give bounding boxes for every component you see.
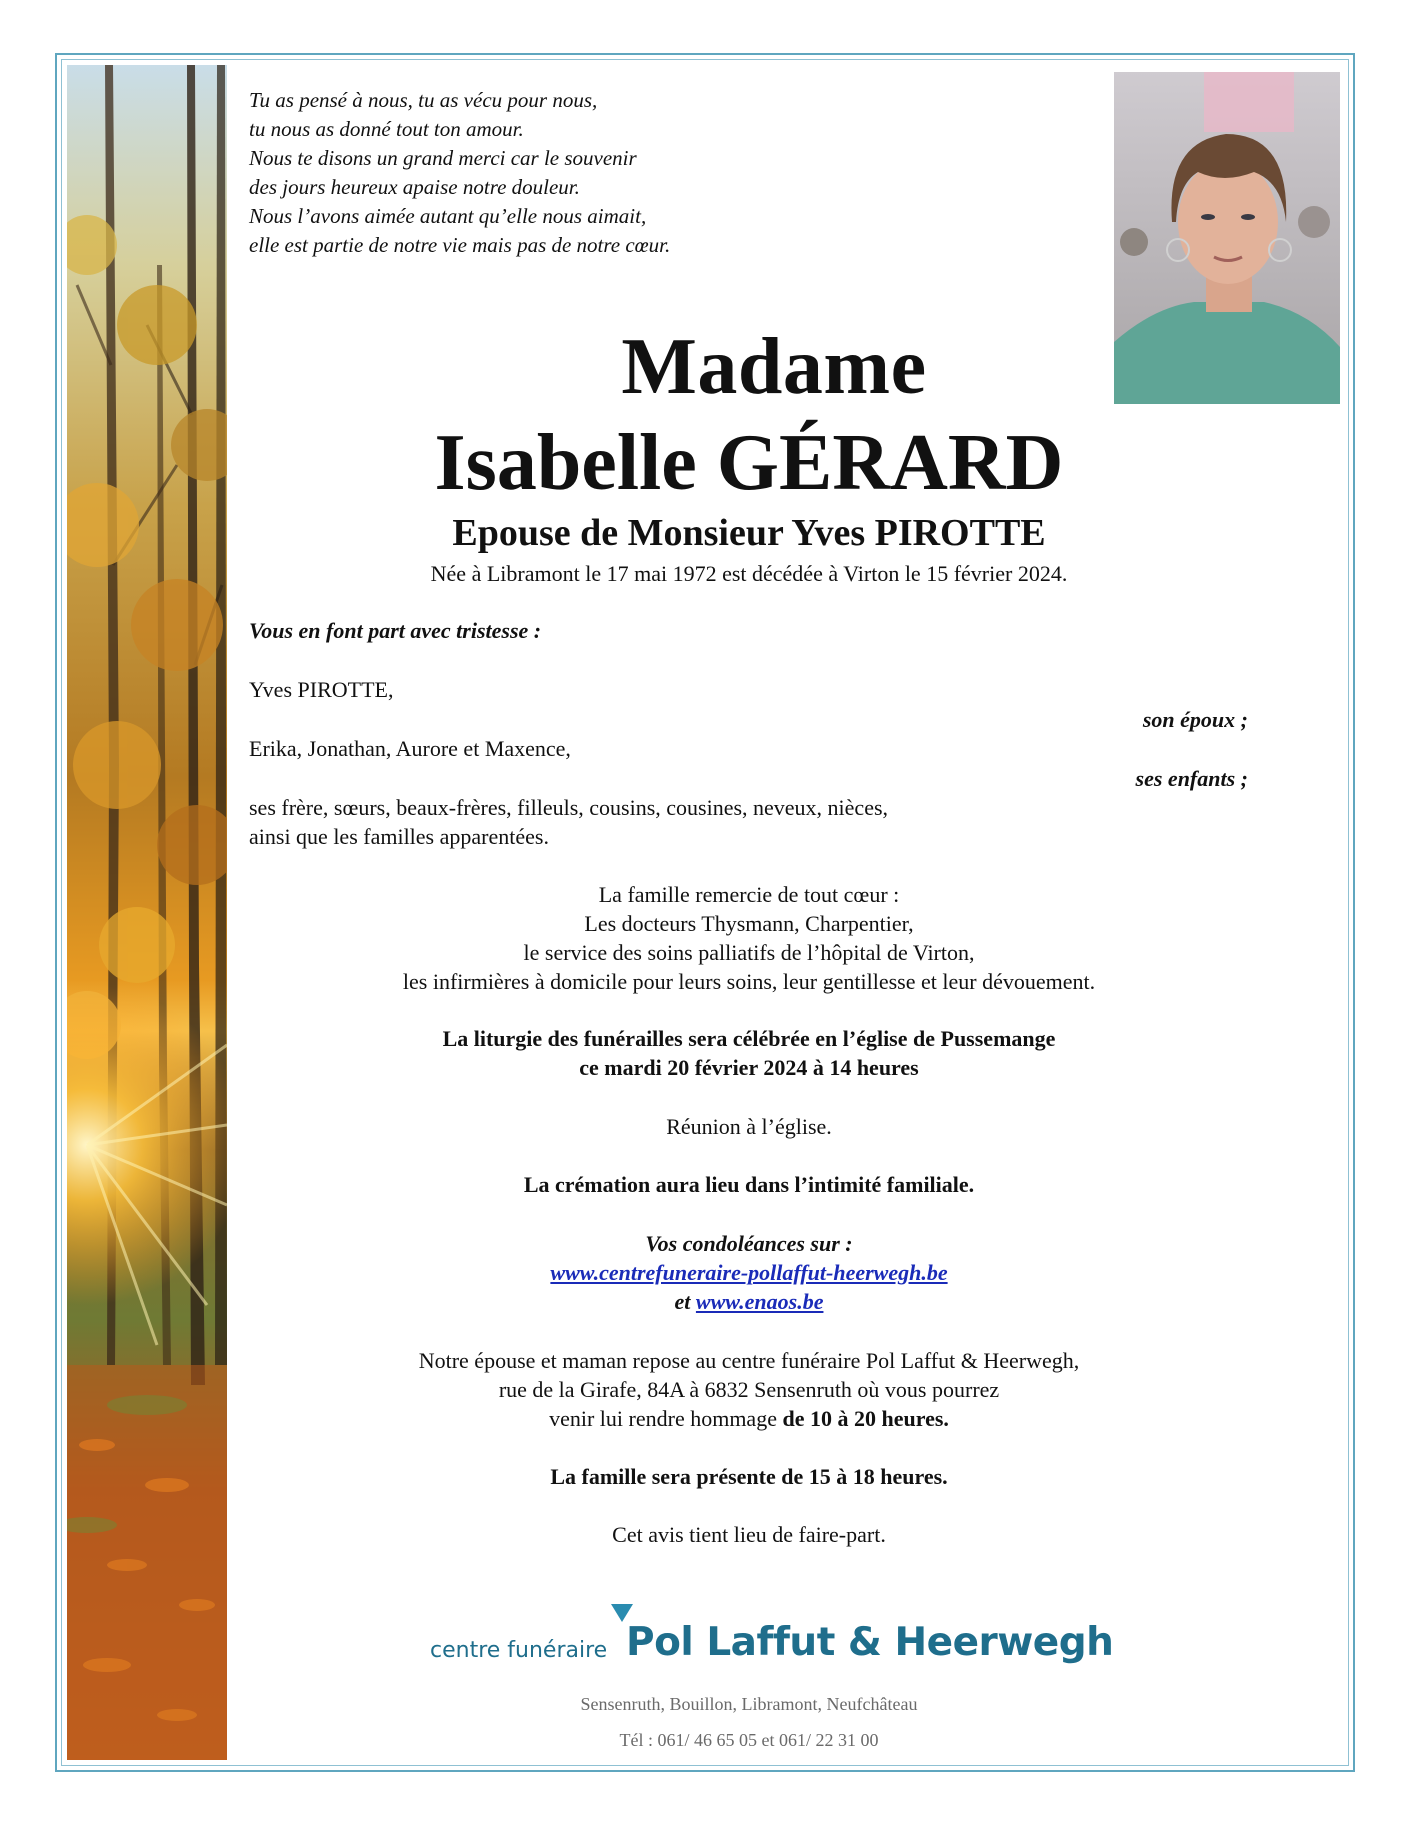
- visitation-line: rue de la Girafe, 84A à 6832 Sensenruth où vous pourrez: [498, 1377, 1000, 1402]
- thanks-line: Les docteurs Thysmann, Charpentier,: [584, 911, 914, 936]
- spouse-line: Epouse de Monsieur Yves PIROTTE: [452, 512, 1046, 554]
- enaos-link[interactable]: www.enaos.be: [695, 1289, 824, 1314]
- conjunction: et: [674, 1289, 691, 1314]
- poem-line: tu nous as donné tout ton amour.: [249, 117, 524, 141]
- notice-line: Cet avis tient lieu de faire-part.: [612, 1522, 886, 1547]
- family-intro: Vous en font part avec tristesse :: [249, 618, 542, 643]
- logo-phone: Tél : 061/ 46 65 05 et 061/ 22 31 00: [619, 1730, 879, 1750]
- poem-line: des jours heureux apaise notre douleur.: [249, 175, 580, 199]
- poem-line: Nous l’avons aimée autant qu’elle nous aimait,: [249, 204, 647, 228]
- relatives-line: ainsi que les familles apparentées.: [249, 824, 549, 849]
- logo-brand: Pol Laffut & Heerwegh: [626, 1620, 1114, 1665]
- poem-line: Nous te disons un grand merci car le souvenir: [249, 146, 637, 170]
- visitation-hours: de 10 à 20 heures.: [782, 1406, 949, 1431]
- title-madame: Madame: [621, 323, 927, 411]
- birth-death-line: Née à Libramont le 17 mai 1972 est décédée à Virton le 15 février 2024.: [430, 561, 1068, 586]
- family-presence: La famille sera présente de 15 à 18 heures.: [550, 1464, 948, 1489]
- thanks-line: les infirmières à domicile pour leurs soins, leur gentillesse et leur dévouement.: [402, 969, 1096, 994]
- condolences-block: [249, 1229, 1249, 1316]
- poem: [249, 86, 829, 260]
- condolences-label: Vos condoléances sur :: [645, 1231, 853, 1256]
- relatives-line: ses frère, sœurs, beaux-frères, filleuls, cousins, cousines, neveux, nièces,: [249, 795, 889, 820]
- funeral-home-logo: [430, 1610, 1114, 1680]
- thanks-block: [249, 880, 1249, 996]
- deceased-name: Isabelle GÉRARD: [434, 419, 1064, 507]
- condolences-link[interactable]: www.centrefuneraire-pollaffut-heerwegh.be: [550, 1260, 948, 1285]
- children-label: ses enfants ;: [1135, 766, 1248, 791]
- poem-line: Tu as pensé à nous, tu as vécu pour nous,: [249, 88, 598, 112]
- visitation-line: venir lui rendre hommage: [549, 1406, 777, 1431]
- cremation-line: La crémation aura lieu dans l’intimité familiale.: [523, 1172, 975, 1197]
- thanks-line: La famille remercie de tout cœur :: [598, 882, 900, 907]
- visitation-block: [249, 1346, 1249, 1433]
- autumn-forest-image: [67, 65, 227, 1760]
- visitation-line: Notre épouse et maman repose au centre funéraire Pol Laffut & Heerwegh,: [418, 1348, 1080, 1373]
- logo-small-text: centre funéraire: [430, 1638, 608, 1663]
- children-names: Erika, Jonathan, Aurore et Maxence,: [249, 736, 571, 761]
- ceremony-block: [249, 1024, 1249, 1082]
- meeting-line: Réunion à l’église.: [666, 1114, 832, 1139]
- poem-line: elle est partie de notre vie mais pas de notre cœur.: [249, 233, 671, 257]
- thanks-line: le service des soins palliatifs de l’hôpital de Virton,: [523, 940, 975, 965]
- logo-locations: Sensenruth, Bouillon, Libramont, Neufchâteau: [580, 1694, 918, 1714]
- spouse-name: Yves PIROTTE,: [249, 677, 394, 702]
- spouse-label: son époux ;: [1142, 707, 1248, 732]
- ceremony-line: La liturgie des funérailles sera célébrée en l’église de Pussemange: [442, 1026, 1056, 1051]
- ceremony-line: ce mardi 20 février 2024 à 14 heures: [579, 1055, 919, 1080]
